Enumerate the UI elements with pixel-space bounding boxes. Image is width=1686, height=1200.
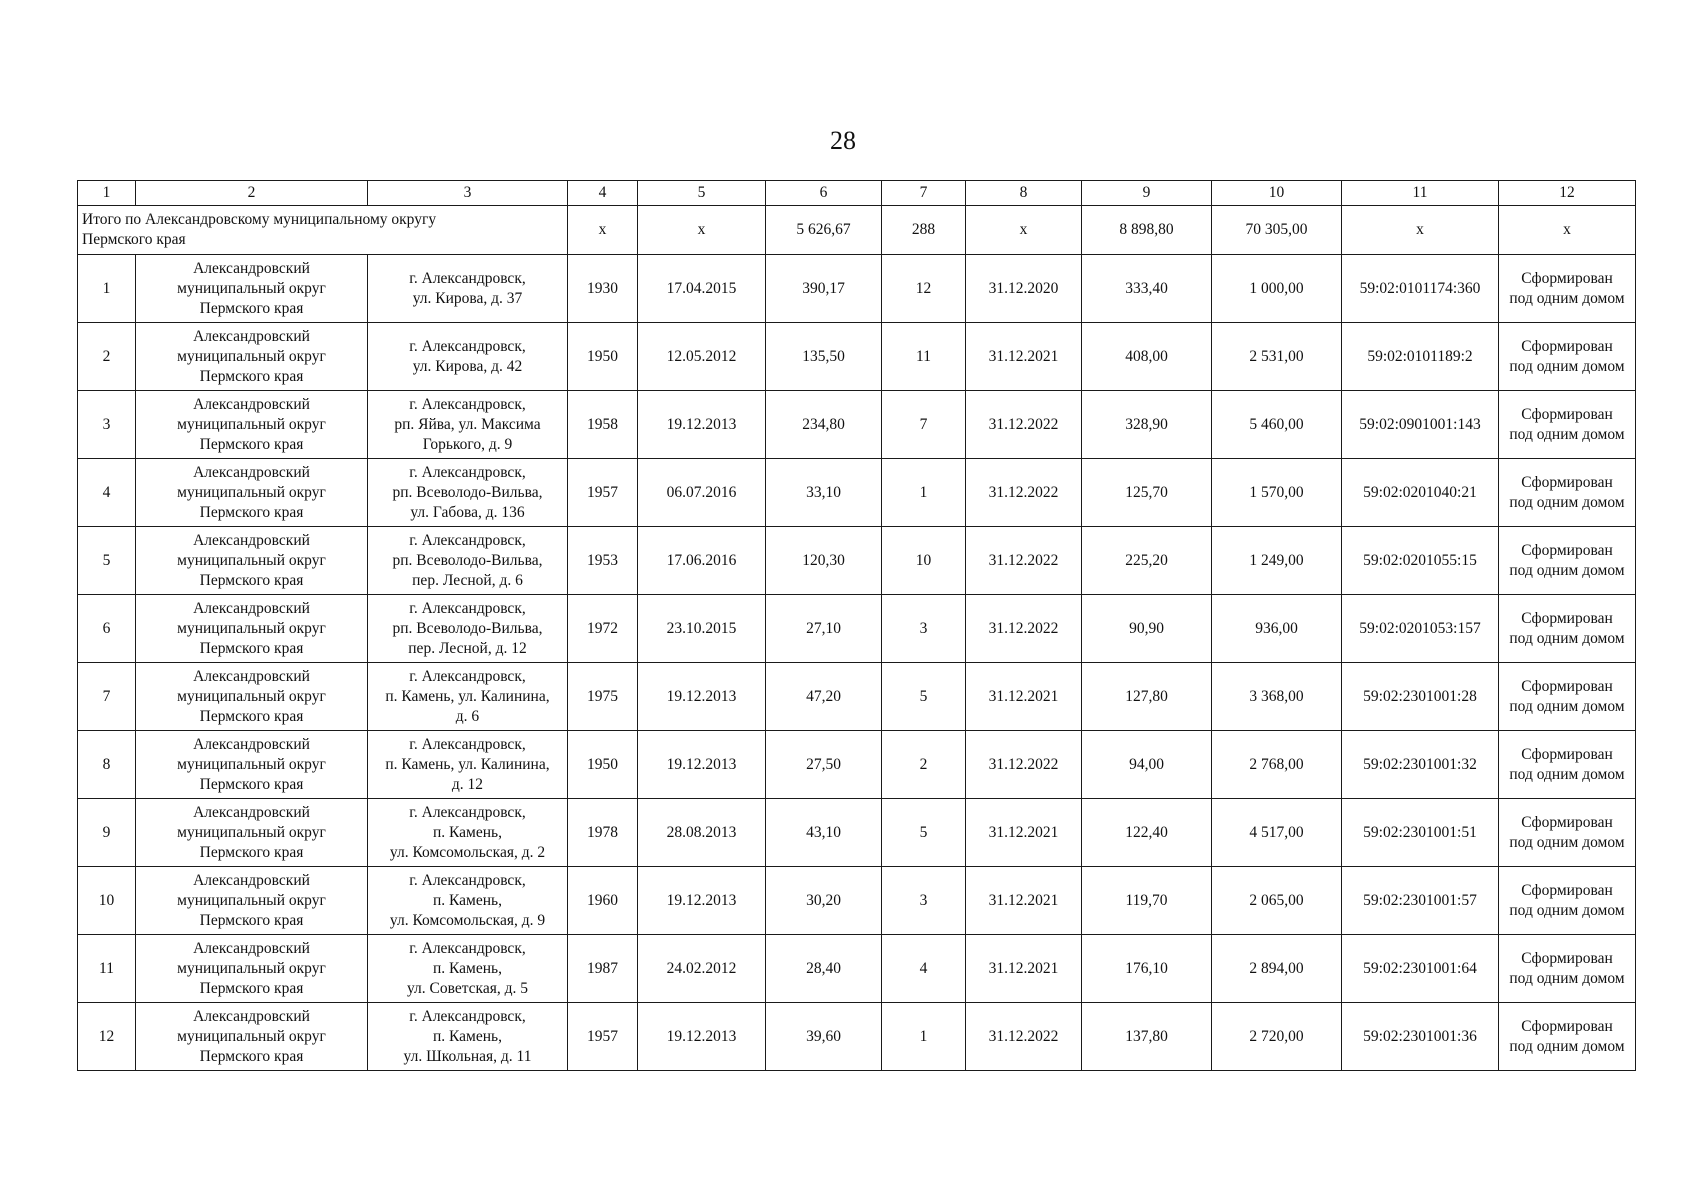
year-cell: 1960 [568,867,638,935]
address-cell [368,527,568,595]
area-cell: 390,17 [766,255,882,323]
status-cell-line: Сформирован [1521,609,1613,627]
total-row [78,206,1636,255]
status-cell-line: под одним домом [1509,289,1625,307]
deadline-cell: 31.12.2021 [966,799,1082,867]
date-cell: 23.10.2015 [638,595,766,663]
municipality-cell [136,799,368,867]
municipality-cell-line: Пермского края [199,979,304,997]
address-cell-line: ул. Габова, д. 136 [410,503,525,521]
municipality-cell [136,663,368,731]
year-cell: 1930 [568,255,638,323]
status-cell [1499,935,1636,1003]
status-cell [1499,799,1636,867]
address-cell-line: г. Александровск, [409,735,526,753]
column-number: 1 [78,181,136,206]
address-cell [368,1003,568,1071]
municipality-cell-line: Пермского края [199,911,304,929]
total-year: x [568,206,638,255]
address-cell-line: п. Камень, ул. Калинина, [385,687,550,705]
column-number: 7 [882,181,966,206]
year-cell: 1953 [568,527,638,595]
cadastral-cell: 59:02:0101174:360 [1342,255,1499,323]
address-cell [368,935,568,1003]
table-row [78,663,1636,731]
address-cell-line: ул. Кирова, д. 42 [412,357,523,375]
status-cell [1499,323,1636,391]
row-number: 3 [78,391,136,459]
table-row [78,867,1636,935]
address-cell-line: д. 12 [451,775,484,793]
status-cell [1499,867,1636,935]
row-number: 11 [78,935,136,1003]
area-cell: 135,50 [766,323,882,391]
address-cell [368,255,568,323]
total-cost: 70 305,00 [1212,206,1342,255]
table-row [78,459,1636,527]
address-cell-line: пер. Лесной, д. 6 [412,571,523,589]
residents-cell: 3 [882,867,966,935]
table-row [78,527,1636,595]
year-cell: 1950 [568,323,638,391]
total-status: x [1499,206,1636,255]
status-cell [1499,595,1636,663]
total-land-area: 8 898,80 [1082,206,1212,255]
deadline-cell: 31.12.2021 [966,935,1082,1003]
municipality-cell-line: Пермского края [199,503,304,521]
row-number: 9 [78,799,136,867]
column-number: 10 [1212,181,1342,206]
date-cell: 19.12.2013 [638,1003,766,1071]
municipality-cell [136,731,368,799]
date-cell: 19.12.2013 [638,731,766,799]
status-cell-line: под одним домом [1509,493,1625,511]
address-cell-line: п. Камень, [433,891,502,909]
cadastral-cell: 59:02:0201055:15 [1342,527,1499,595]
address-cell-line: рп. Всеволодо-Вильва, [392,551,543,569]
status-cell-line: Сформирован [1521,677,1613,695]
column-number: 3 [368,181,568,206]
row-number: 12 [78,1003,136,1071]
year-cell: 1972 [568,595,638,663]
status-cell-line: под одним домом [1509,697,1625,715]
land-area-cell: 176,10 [1082,935,1212,1003]
cost-cell: 5 460,00 [1212,391,1342,459]
address-cell [368,459,568,527]
address-cell-line: г. Александровск, [409,939,526,957]
cadastral-cell: 59:02:2301001:57 [1342,867,1499,935]
table-row [78,391,1636,459]
address-cell-line: г. Александровск, [409,337,526,355]
deadline-cell: 31.12.2021 [966,323,1082,391]
row-number: 6 [78,595,136,663]
total-date: x [638,206,766,255]
address-cell [368,867,568,935]
address-cell-line: г. Александровск, [409,269,526,287]
municipality-cell-line: Пермского края [199,843,304,861]
row-number: 1 [78,255,136,323]
address-cell [368,391,568,459]
housing-registry-table [77,180,1636,1071]
municipality-cell-line: муниципальный округ [177,1027,326,1045]
land-area-cell: 122,40 [1082,799,1212,867]
address-cell-line: ул. Кирова, д. 37 [412,289,523,307]
cost-cell: 2 065,00 [1212,867,1342,935]
municipality-cell-line: муниципальный округ [177,619,326,637]
municipality-cell-line: Александровский [193,939,310,957]
cadastral-cell: 59:02:0101189:2 [1342,323,1499,391]
cadastral-cell: 59:02:2301001:28 [1342,663,1499,731]
residents-cell: 7 [882,391,966,459]
municipality-cell [136,1003,368,1071]
year-cell: 1950 [568,731,638,799]
address-cell-line: г. Александровск, [409,803,526,821]
status-cell-line: Сформирован [1521,745,1613,763]
row-number: 10 [78,867,136,935]
cost-cell: 2 768,00 [1212,731,1342,799]
municipality-cell-line: муниципальный округ [177,279,326,297]
municipality-cell-line: Александровский [193,735,310,753]
municipality-cell [136,323,368,391]
municipality-cell [136,527,368,595]
row-number: 7 [78,663,136,731]
table-body [78,181,1636,1071]
municipality-cell-line: муниципальный округ [177,959,326,977]
deadline-cell: 31.12.2020 [966,255,1082,323]
cadastral-cell: 59:02:0201053:157 [1342,595,1499,663]
municipality-cell-line: Александровский [193,463,310,481]
status-cell [1499,459,1636,527]
residents-cell: 1 [882,459,966,527]
table-row [78,935,1636,1003]
address-cell-line: д. 6 [455,707,480,725]
address-cell-line: г. Александровск, [409,871,526,889]
address-cell-line: рп. Яйва, ул. Максима [394,415,541,433]
deadline-cell: 31.12.2022 [966,731,1082,799]
status-cell-line: под одним домом [1509,969,1625,987]
municipality-cell-line: муниципальный округ [177,823,326,841]
land-area-cell: 328,90 [1082,391,1212,459]
municipality-cell [136,459,368,527]
municipality-cell-line: муниципальный округ [177,891,326,909]
date-cell: 28.08.2013 [638,799,766,867]
address-cell-line: ул. Комсомольская, д. 9 [389,911,546,929]
status-cell-line: Сформирован [1521,813,1613,831]
date-cell: 06.07.2016 [638,459,766,527]
address-cell-line: пер. Лесной, д. 12 [408,639,527,657]
municipality-cell-line: Александровский [193,259,310,277]
municipality-cell [136,595,368,663]
municipality-cell-line: муниципальный округ [177,483,326,501]
deadline-cell: 31.12.2022 [966,595,1082,663]
date-cell: 19.12.2013 [638,391,766,459]
address-cell-line: г. Александровск, [409,463,526,481]
municipality-cell-line: Пермского края [199,571,304,589]
address-cell [368,731,568,799]
municipality-cell-line: Александровский [193,871,310,889]
address-cell-line: Горького, д. 9 [422,435,513,453]
address-cell-line: ул. Советская, д. 5 [406,979,529,997]
total-label [78,206,568,255]
land-area-cell: 119,70 [1082,867,1212,935]
date-cell: 24.02.2012 [638,935,766,1003]
status-cell [1499,663,1636,731]
land-area-cell: 333,40 [1082,255,1212,323]
column-number: 11 [1342,181,1499,206]
municipality-cell-line: муниципальный округ [177,551,326,569]
cadastral-cell: 59:02:2301001:64 [1342,935,1499,1003]
residents-cell: 5 [882,799,966,867]
address-cell-line: г. Александровск, [409,395,526,413]
status-cell-line: Сформирован [1521,269,1613,287]
area-cell: 43,10 [766,799,882,867]
municipality-cell-line: Пермского края [199,367,304,385]
address-cell-line: рп. Всеволодо-Вильва, [392,619,543,637]
year-cell: 1957 [568,1003,638,1071]
land-area-cell: 225,20 [1082,527,1212,595]
deadline-cell: 31.12.2022 [966,527,1082,595]
column-number: 4 [568,181,638,206]
status-cell-line: под одним домом [1509,833,1625,851]
status-cell-line: Сформирован [1521,949,1613,967]
municipality-cell-line: Александровский [193,803,310,821]
address-cell-line: п. Камень, [433,823,502,841]
table-row [78,323,1636,391]
residents-cell: 3 [882,595,966,663]
cadastral-cell: 59:02:0901001:143 [1342,391,1499,459]
status-cell-line: Сформирован [1521,405,1613,423]
address-cell-line: п. Камень, [433,1027,502,1045]
status-cell-line: Сформирован [1521,1017,1613,1035]
land-area-cell: 408,00 [1082,323,1212,391]
status-cell-line: под одним домом [1509,765,1625,783]
status-cell [1499,1003,1636,1071]
status-cell-line: под одним домом [1509,561,1625,579]
cost-cell: 2 894,00 [1212,935,1342,1003]
status-cell [1499,391,1636,459]
cost-cell: 2 531,00 [1212,323,1342,391]
area-cell: 39,60 [766,1003,882,1071]
deadline-cell: 31.12.2021 [966,663,1082,731]
area-cell: 27,50 [766,731,882,799]
address-cell-line: п. Камень, [433,959,502,977]
municipality-cell-line: Пермского края [199,775,304,793]
municipality-cell-line: Александровский [193,395,310,413]
date-cell: 17.04.2015 [638,255,766,323]
table-row [78,799,1636,867]
deadline-cell: 31.12.2021 [966,867,1082,935]
address-cell-line: п. Камень, ул. Калинина, [385,755,550,773]
address-cell-line: ул. Комсомольская, д. 2 [389,843,546,861]
column-number: 6 [766,181,882,206]
table-row [78,1003,1636,1071]
municipality-cell-line: Александровский [193,1007,310,1025]
residents-cell: 12 [882,255,966,323]
land-area-cell: 127,80 [1082,663,1212,731]
area-cell: 33,10 [766,459,882,527]
status-cell [1499,731,1636,799]
column-number-row [78,181,1636,206]
area-cell: 234,80 [766,391,882,459]
cadastral-cell: 59:02:2301001:51 [1342,799,1499,867]
area-cell: 28,40 [766,935,882,1003]
cost-cell: 3 368,00 [1212,663,1342,731]
address-cell-line: ул. Школьная, д. 11 [403,1047,532,1065]
residents-cell: 4 [882,935,966,1003]
status-cell-line: под одним домом [1509,357,1625,375]
municipality-cell-line: Пермского края [199,1047,304,1065]
residents-cell: 5 [882,663,966,731]
municipality-cell [136,935,368,1003]
year-cell: 1958 [568,391,638,459]
table-row [78,255,1636,323]
cost-cell: 1 249,00 [1212,527,1342,595]
municipality-cell-line: Пермского края [199,435,304,453]
column-number: 9 [1082,181,1212,206]
row-number: 5 [78,527,136,595]
municipality-cell [136,867,368,935]
year-cell: 1978 [568,799,638,867]
row-number: 4 [78,459,136,527]
residents-cell: 1 [882,1003,966,1071]
table-row [78,595,1636,663]
cost-cell: 1 000,00 [1212,255,1342,323]
total-area: 5 626,67 [766,206,882,255]
area-cell: 47,20 [766,663,882,731]
cadastral-cell: 59:02:0201040:21 [1342,459,1499,527]
status-cell-line: под одним домом [1509,629,1625,647]
deadline-cell: 31.12.2022 [966,459,1082,527]
status-cell-line: под одним домом [1509,1037,1625,1055]
column-number: 12 [1499,181,1636,206]
page-number: 28 [830,126,856,155]
area-cell: 120,30 [766,527,882,595]
deadline-cell: 31.12.2022 [966,1003,1082,1071]
address-cell-line: г. Александровск, [409,667,526,685]
column-number: 8 [966,181,1082,206]
residents-cell: 2 [882,731,966,799]
land-area-cell: 137,80 [1082,1003,1212,1071]
address-cell [368,595,568,663]
municipality-cell-line: Пермского края [199,707,304,725]
status-cell-line: под одним домом [1509,901,1625,919]
municipality-cell-line: Александровский [193,599,310,617]
residents-cell: 10 [882,527,966,595]
column-number: 2 [136,181,368,206]
date-cell: 12.05.2012 [638,323,766,391]
municipality-cell-line: Александровский [193,327,310,345]
area-cell: 27,10 [766,595,882,663]
date-cell: 19.12.2013 [638,867,766,935]
cadastral-cell: 59:02:2301001:32 [1342,731,1499,799]
row-number: 8 [78,731,136,799]
address-cell [368,799,568,867]
status-cell-line: Сформирован [1521,541,1613,559]
municipality-cell [136,255,368,323]
municipality-cell-line: муниципальный округ [177,687,326,705]
address-cell-line: г. Александровск, [409,599,526,617]
status-cell-line: Сформирован [1521,473,1613,491]
municipality-cell-line: Пермского края [199,299,304,317]
cadastral-cell: 59:02:2301001:36 [1342,1003,1499,1071]
cost-cell: 4 517,00 [1212,799,1342,867]
municipality-cell-line: муниципальный округ [177,415,326,433]
row-number: 2 [78,323,136,391]
date-cell: 19.12.2013 [638,663,766,731]
address-cell-line: г. Александровск, [409,531,526,549]
land-area-cell: 94,00 [1082,731,1212,799]
table-row [78,731,1636,799]
municipality-cell-line: Александровский [193,531,310,549]
year-cell: 1975 [568,663,638,731]
municipality-cell [136,391,368,459]
cost-cell: 936,00 [1212,595,1342,663]
column-number: 5 [638,181,766,206]
status-cell-line: Сформирован [1521,337,1613,355]
total-deadline: x [966,206,1082,255]
total-cadastral: x [1342,206,1499,255]
land-area-cell: 125,70 [1082,459,1212,527]
cost-cell: 1 570,00 [1212,459,1342,527]
total-label-line: Итого по Александровскому муниципальному округу [82,211,437,228]
date-cell: 17.06.2016 [638,527,766,595]
municipality-cell-line: Александровский [193,667,310,685]
status-cell [1499,255,1636,323]
address-cell-line: рп. Всеволодо-Вильва, [392,483,543,501]
total-label-line: Пермского края [82,231,186,248]
area-cell: 30,20 [766,867,882,935]
municipality-cell-line: муниципальный округ [177,347,326,365]
deadline-cell: 31.12.2022 [966,391,1082,459]
residents-cell: 11 [882,323,966,391]
year-cell: 1957 [568,459,638,527]
status-cell-line: Сформирован [1521,881,1613,899]
address-cell-line: г. Александровск, [409,1007,526,1025]
municipality-cell-line: Пермского края [199,639,304,657]
status-cell-line: под одним домом [1509,425,1625,443]
address-cell [368,323,568,391]
status-cell [1499,527,1636,595]
total-residents: 288 [882,206,966,255]
land-area-cell: 90,90 [1082,595,1212,663]
address-cell [368,663,568,731]
cost-cell: 2 720,00 [1212,1003,1342,1071]
municipality-cell-line: муниципальный округ [177,755,326,773]
year-cell: 1987 [568,935,638,1003]
